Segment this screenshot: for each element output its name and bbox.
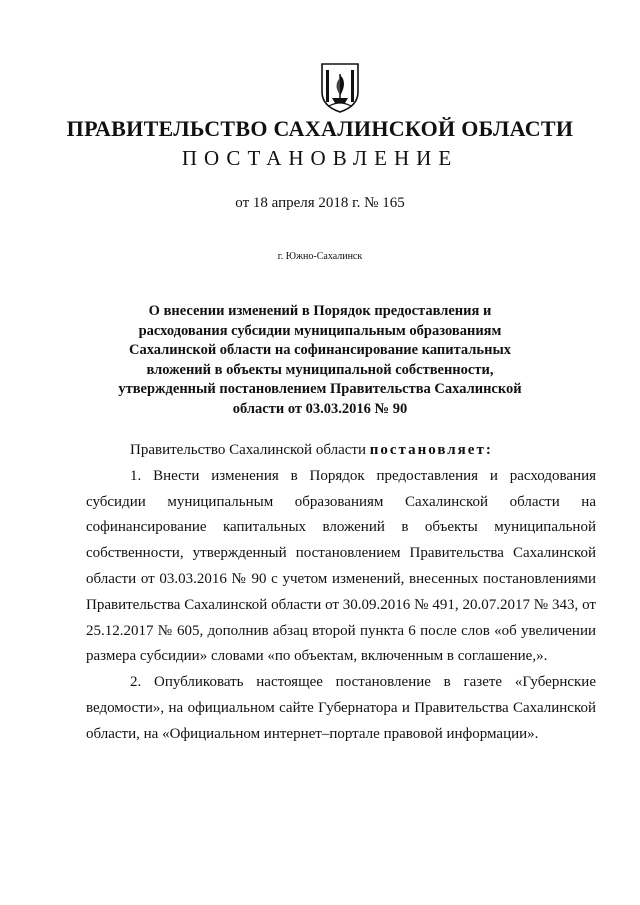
paragraph-2: 2. Опубликовать настоящее постановление в газете «Губернские ведомости», на официальном сайте Губернатора и Правительства Сахалинской области, на «Официальном интернет–портале правовой информации». [86,674,596,742]
decree-line [86,438,596,464]
paragraph-1: 1. Внести изменения в Порядок предоставления и расходования субсидии муниципальным образованиям Сахалинской области на софинансирование капитальных вложений в объекты муниципальной собственности, утвержденный постановлением Правительства Сахалинской области от 03.03.2016 № 90 с учетом изменений, внесенных постановлениями Правительства Сахалинской области от 30.09.2016 № 491, 20.07.2017 № 343, от 25.12.2017 № 605, дополнив абзац второй пункта 6 после слов «об увеличении размера субсидии» словами «по объектам, включенным в соглашение,». [86,467,596,665]
government-title: ПРАВИТЕЛЬСТВО САХАЛИНСКОЙ ОБЛАСТИ [66,116,574,141]
sakhalin-coat-of-arms-icon [318,62,362,114]
decree-keyword: постановляет: [369,442,493,458]
document-date-number: от 18 апреля 2018 г. № 165 [235,195,405,211]
document-type: ПОСТАНОВЛЕНИЕ [181,146,459,170]
decree-prefix: Правительство Сахалинской области [130,442,370,458]
document-city: г. Южно-Сахалинск [277,251,363,262]
document-heading: О внесении изменений в Порядок предоставления и расходования субсидии муниципальным образованиям Сахалинской области на софинансирование капитальных вложений в объекты муниципальной собственности, утвержденный постановлением Правительства Сахалинской области от 03.03.2016 № 90 [118,303,522,417]
document-body [86,438,596,748]
